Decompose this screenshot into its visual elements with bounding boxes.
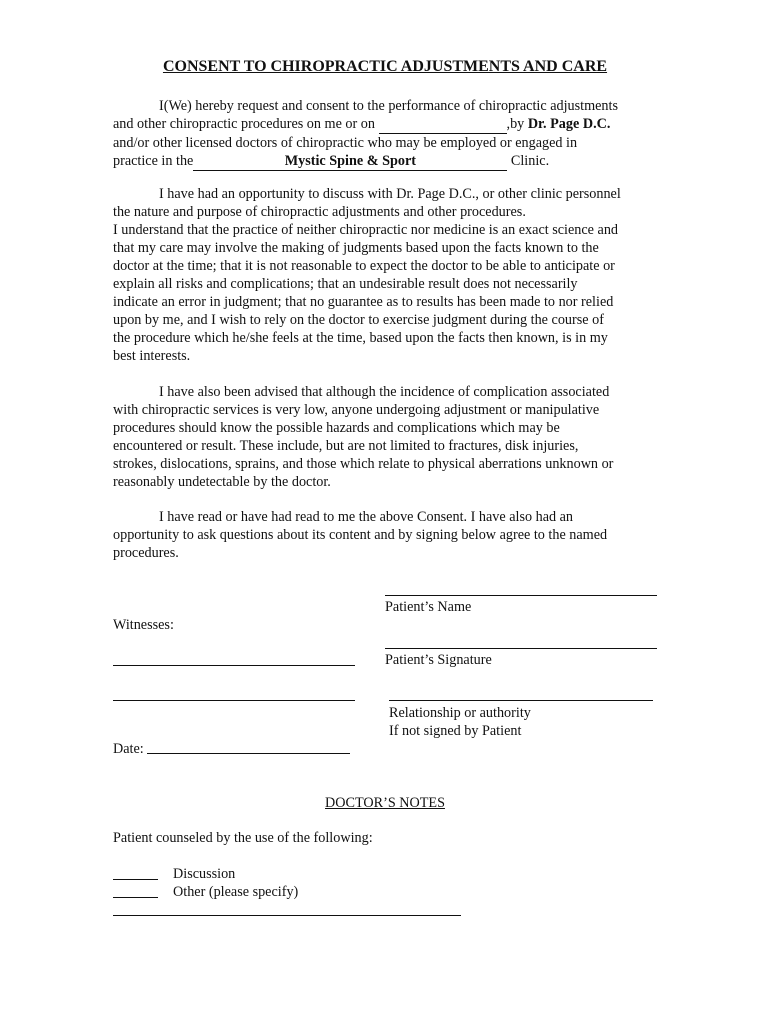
para2-line3: I understand that the practice of neither chiropractic nor medicine is an exact science and [113,222,619,238]
patient-name-blank[interactable] [379,115,507,134]
patient-signature-label: Patient’s Signature [385,652,492,668]
consent-paragraph [113,97,658,171]
para3-line4: encountered or result. These include, but are not limited to fractures, disk injuries, [113,438,579,454]
discussion-option: Discussion [173,866,236,882]
other-checkbox-line[interactable] [113,897,158,898]
witness-signature-line-2[interactable] [113,700,355,701]
patient-name-line[interactable] [385,595,657,596]
other-specify-line[interactable] [113,915,461,916]
acknowledgement-paragraph [113,508,658,562]
patient-signature-line[interactable] [385,648,657,649]
doctor-name: Dr. Page D.C. [527,116,611,132]
relationship-line[interactable] [389,700,653,701]
notes-intro: Patient counseled by the use of the following: [113,830,373,846]
other-option: Other (please specify) [173,884,299,900]
para2-line10: best interests. [113,348,191,364]
para1-line4b: Clinic. [510,153,550,169]
para4-line3: procedures. [113,545,179,561]
para2-line8: upon by me, and I wish to rely on the doctor to exercise judgment during the course of [113,312,604,328]
patient-name-label: Patient’s Name [385,599,472,615]
para2-line1: I have had an opportunity to discuss with Dr. Page D.C., or other clinic personnel [159,186,621,202]
witnesses-label: Witnesses: [113,617,174,633]
date-label: Date: [113,741,144,757]
para3-line5: strokes, dislocations, sprains, and those which relate to physical aberrations unknown or [113,456,614,472]
date-line[interactable] [147,753,350,754]
risks-paragraph [113,383,658,491]
para3-line2: with chiropractic services is very low, anyone undergoing adjustment or manipulative [113,402,600,418]
para2-line7: indicate an error in judgment; that no guarantee as to results has been made to nor relied [113,294,614,310]
para1-line4a: practice in the [113,153,194,169]
para1-line2a: and other chiropractic procedures on me or on [113,116,375,132]
para2-line4: that my care may involve the making of judgments based upon the facts known to the [113,240,599,256]
para3-line3: procedures should know the possible hazards and complications which may be [113,420,560,436]
para4-line1: I have read or have had read to me the above Consent. I have also had an [159,509,574,525]
understanding-paragraph [113,185,658,365]
para1-line1: I(We) hereby request and consent to the performance of chiropractic adjustments [159,98,618,114]
relationship-label-1: Relationship or authority [389,705,531,721]
form-title: CONSENT TO CHIROPRACTIC ADJUSTMENTS AND CARE [162,58,608,75]
para4-line2: opportunity to ask questions about its content and by signing below agree to the named [113,527,608,543]
para2-line2: the nature and purpose of chiropractic adjustments and other procedures. [113,204,526,220]
para3-line1: I have also been advised that although the incidence of complication associated [159,384,610,400]
para2-line6: explain all risks and complications; that an undesirable result does not necessarily [113,276,578,292]
para1-line2b: ,by [506,116,525,132]
para3-line6: reasonably undetectable by the doctor. [113,474,331,490]
para2-line5: doctor at the time; that it is not reasonable to expect the doctor to be able to anticipate or [113,258,615,274]
discussion-checkbox-line[interactable] [113,879,158,880]
para2-line9: the procedure which he/she feels at the time, based upon the facts then known, is in my [113,330,608,346]
clinic-name-field[interactable]: Mystic Spine & Sport [193,152,507,171]
witness-signature-line-1[interactable] [113,665,355,666]
relationship-label-2: If not signed by Patient [389,723,522,739]
doctors-notes-title: DOCTOR’S NOTES [325,795,445,811]
para1-line3: and/or other licensed doctors of chiropractic who may be employed or engaged in [113,135,578,151]
